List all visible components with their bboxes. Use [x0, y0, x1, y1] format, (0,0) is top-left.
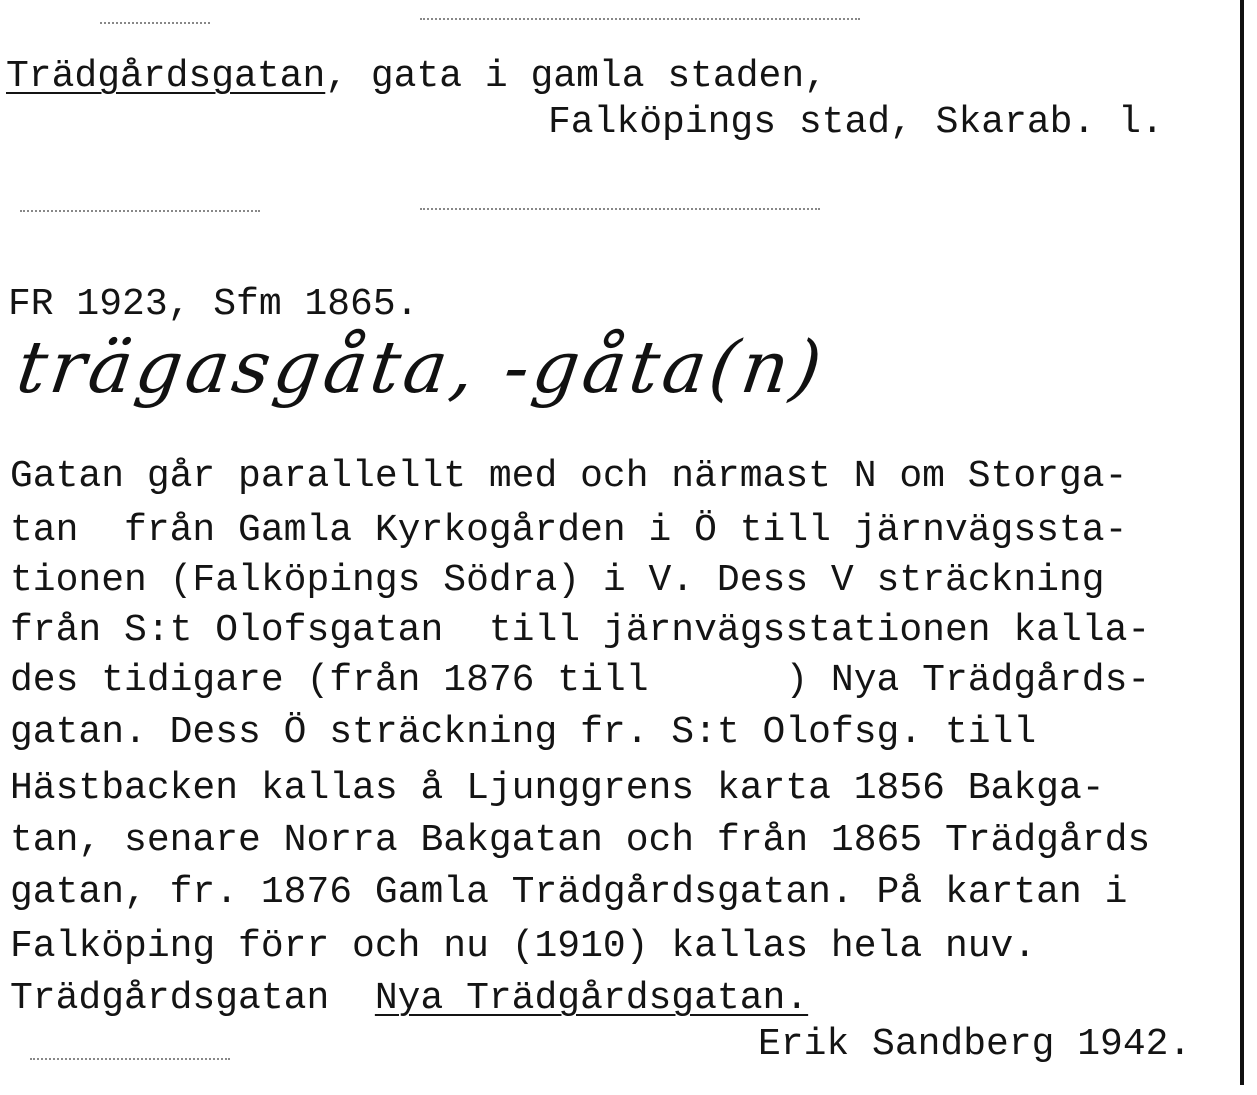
body-line: tan från Gamla Kyrkogården i Ö till järnvägssta-: [10, 509, 1128, 552]
guide-dots: [420, 18, 860, 21]
guide-dots: [100, 22, 210, 25]
body-line-last-start: Trädgårdsgatan: [10, 977, 375, 1020]
signature: Erik Sandberg 1942.: [758, 1023, 1192, 1066]
body-line-last: [10, 977, 809, 1020]
body-line: gatan, fr. 1876 Gamla Trädgårdsgatan. På kartan i: [10, 871, 1128, 914]
body-line: från S:t Olofsgatan till järnvägsstationen kalla-: [10, 609, 1151, 652]
guide-dots: [420, 208, 820, 211]
body-line: Gatan går parallellt med och närmast N om Storga-: [10, 455, 1128, 498]
body-line: Hästbacken kallas å Ljunggrens karta 1856 Bakga-: [10, 767, 1105, 810]
body-line: des tidigare (från 1876 till ) Nya Trädgårds-: [10, 659, 1151, 702]
sources-line: FR 1923, Sfm 1865.: [8, 283, 419, 326]
handwritten-form: trägasgåta, -gåta(n): [12, 325, 831, 409]
header-line-1: [6, 55, 827, 98]
guide-dots: [20, 210, 260, 213]
header-line-1-rest: , gata i gamla staden,: [325, 55, 827, 98]
street-name: Trädgårdsgatan: [6, 55, 326, 98]
body-line: Falköping förr och nu (1910) kallas hela nuv.: [10, 925, 1037, 968]
header-line-2: Falköpings stad, Skarab. l.: [548, 101, 1164, 144]
body-line: tionen (Falköpings Södra) i V. Dess V sträckning: [10, 559, 1105, 602]
body-line: gatan. Dess Ö sträckning fr. S:t Olofsg. till: [10, 711, 1037, 754]
card-edge-line: [1240, 0, 1244, 1085]
guide-dots: [30, 1058, 230, 1061]
new-name-underlined: Nya Trädgårdsgatan.: [374, 977, 809, 1020]
body-line: tan, senare Norra Bakgatan och från 1865 Trädgårds: [10, 819, 1151, 862]
